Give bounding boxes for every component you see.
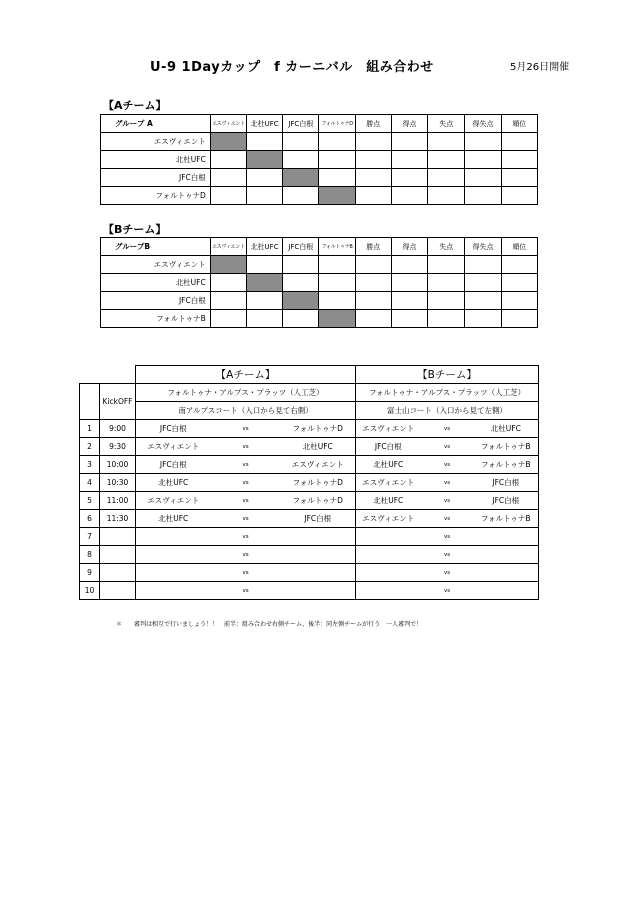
- match-row: [80, 510, 539, 528]
- team-a-home: [136, 528, 211, 546]
- group-a-table: [100, 114, 538, 205]
- team-a-away: [281, 546, 356, 564]
- team-a-away: JFC白根: [281, 510, 356, 528]
- vs-label: vs: [211, 438, 281, 456]
- col-team: エスヴィエント: [210, 115, 246, 133]
- col-stat: 得失点: [465, 115, 501, 133]
- vs-label: vs: [211, 546, 281, 564]
- group-b-name: グループB: [101, 238, 211, 256]
- col-stat: 失点: [428, 115, 465, 133]
- match-number: 4: [80, 474, 100, 492]
- team-b-away: [474, 546, 539, 564]
- team-b-away: フォルトゥナB: [474, 438, 539, 456]
- team-b-away: 北杜UFC: [474, 420, 539, 438]
- cell-shaded: [319, 187, 355, 205]
- schedule-a-venue: フォルトゥナ・アルプス・プラッツ（人工芝）: [136, 384, 356, 402]
- match-row: [80, 492, 539, 510]
- team-a-home: 北杜UFC: [136, 510, 211, 528]
- match-number: 9: [80, 564, 100, 582]
- match-row: [80, 420, 539, 438]
- team-b-away: [474, 528, 539, 546]
- cell-shaded: [246, 274, 282, 292]
- group-b-section-label: 【Bチーム】: [103, 223, 167, 236]
- vs-label: vs: [421, 528, 474, 546]
- team-a-home: エスヴィエント: [136, 492, 211, 510]
- vs-label: vs: [211, 492, 281, 510]
- vs-label: vs: [421, 492, 474, 510]
- match-time: [100, 546, 136, 564]
- match-time: 9:00: [100, 420, 136, 438]
- col-stat: 失点: [428, 238, 465, 256]
- col-team: 北杜UFC: [246, 115, 282, 133]
- col-stat: 勝点: [355, 115, 391, 133]
- col-team: エスヴィエント: [210, 238, 246, 256]
- cell-shaded: [246, 151, 282, 169]
- vs-label: vs: [211, 420, 281, 438]
- kickoff-header: KickOFF: [100, 384, 136, 420]
- match-row: [80, 582, 539, 600]
- col-stat: 得点: [391, 115, 427, 133]
- col-team: 北杜UFC: [246, 238, 282, 256]
- match-time: [100, 528, 136, 546]
- footnote: ＊ 審判は相互で行いましょう！！ 前半：組み合わせ右側チーム、後半：同左側チームが行う 一人審判で！: [116, 621, 423, 628]
- match-number: 7: [80, 528, 100, 546]
- team-b-away: フォルトゥナB: [474, 456, 539, 474]
- vs-label: vs: [421, 510, 474, 528]
- team-b-away: [474, 582, 539, 600]
- match-row: [80, 564, 539, 582]
- col-stat: 順位: [501, 238, 537, 256]
- vs-label: vs: [421, 420, 474, 438]
- team-a-away: フォルトゥナD: [281, 420, 356, 438]
- vs-label: vs: [211, 528, 281, 546]
- team-a-away: [281, 582, 356, 600]
- vs-label: vs: [421, 564, 474, 582]
- team-b-home: エスヴィエント: [356, 474, 421, 492]
- match-row: [80, 546, 539, 564]
- match-row: [80, 528, 539, 546]
- row-team: エスヴィエント: [101, 133, 211, 151]
- col-team: JFC白根: [283, 238, 319, 256]
- vs-label: vs: [211, 456, 281, 474]
- row-team: JFC白根: [101, 169, 211, 187]
- vs-label: vs: [421, 438, 474, 456]
- cell-shaded: [210, 133, 246, 151]
- row-team: JFC白根: [101, 292, 211, 310]
- vs-label: vs: [421, 582, 474, 600]
- team-a-home: [136, 546, 211, 564]
- match-number: 5: [80, 492, 100, 510]
- team-b-away: JFC白根: [474, 474, 539, 492]
- team-b-home: 北杜UFC: [356, 492, 421, 510]
- col-team: フォルトゥナD: [319, 115, 355, 133]
- team-a-away: 北杜UFC: [281, 438, 356, 456]
- cell-shaded: [283, 292, 319, 310]
- col-stat: 得失点: [465, 238, 501, 256]
- team-a-away: [281, 564, 356, 582]
- team-b-away: JFC白根: [474, 492, 539, 510]
- team-a-away: フォルトゥナD: [281, 492, 356, 510]
- vs-label: vs: [211, 582, 281, 600]
- match-time: [100, 564, 136, 582]
- match-number: 8: [80, 546, 100, 564]
- team-b-away: フォルトゥナB: [474, 510, 539, 528]
- team-a-home: 北杜UFC: [136, 474, 211, 492]
- team-a-home: [136, 564, 211, 582]
- match-time: 10:30: [100, 474, 136, 492]
- group-a-name: グループ A: [101, 115, 211, 133]
- vs-label: vs: [421, 546, 474, 564]
- team-b-home: エスヴィエント: [356, 420, 421, 438]
- team-b-home: [356, 564, 421, 582]
- col-stat: 順位: [501, 115, 537, 133]
- schedule-b-title: 【Bチーム】: [356, 366, 539, 384]
- team-a-home: JFC白根: [136, 420, 211, 438]
- match-row: [80, 474, 539, 492]
- vs-label: vs: [421, 474, 474, 492]
- team-b-home: [356, 528, 421, 546]
- schedule-a-court: 南アルプスコート（入口から見て右側）: [136, 402, 356, 420]
- team-b-home: [356, 582, 421, 600]
- col-team: JFC白根: [283, 115, 319, 133]
- col-stat: 勝点: [355, 238, 391, 256]
- schedule-b-venue: フォルトゥナ・アルプス・プラッツ（人工芝）: [356, 384, 539, 402]
- page-title: U-9 1Dayカップ f カーニバル 組み合わせ: [150, 60, 434, 75]
- group-a-section-label: 【Aチーム】: [103, 99, 167, 112]
- team-b-home: エスヴィエント: [356, 510, 421, 528]
- team-a-home: [136, 582, 211, 600]
- vs-label: vs: [211, 564, 281, 582]
- row-team: 北杜UFC: [101, 151, 211, 169]
- row-team: 北杜UFC: [101, 274, 211, 292]
- team-a-home: エスヴィエント: [136, 438, 211, 456]
- row-team: エスヴィエント: [101, 256, 211, 274]
- cell-shaded: [210, 256, 246, 274]
- match-time: 11:00: [100, 492, 136, 510]
- team-b-home: 北杜UFC: [356, 456, 421, 474]
- team-a-away: フォルトゥナD: [281, 474, 356, 492]
- match-number: 3: [80, 456, 100, 474]
- team-b-home: [356, 546, 421, 564]
- vs-label: vs: [421, 456, 474, 474]
- row-team: フォルトゥナD: [101, 187, 211, 205]
- team-b-home: JFC白根: [356, 438, 421, 456]
- match-number: 10: [80, 582, 100, 600]
- vs-label: vs: [211, 510, 281, 528]
- match-time: 9:30: [100, 438, 136, 456]
- col-team: フォルトゥナB: [319, 238, 355, 256]
- schedule-b-court: 富士山コート（入口から見て左側）: [356, 402, 539, 420]
- team-a-home: JFC白根: [136, 456, 211, 474]
- vs-label: vs: [211, 474, 281, 492]
- match-row: [80, 438, 539, 456]
- event-date: 5月26日開催: [510, 62, 570, 73]
- schedule-a-title: 【Aチーム】: [136, 366, 356, 384]
- match-number: 1: [80, 420, 100, 438]
- team-a-away: エスヴィエント: [281, 456, 356, 474]
- group-b-table: [100, 237, 538, 328]
- match-row: [80, 456, 539, 474]
- team-a-away: [281, 528, 356, 546]
- col-stat: 得点: [391, 238, 427, 256]
- match-number: 2: [80, 438, 100, 456]
- match-time: 10:00: [100, 456, 136, 474]
- team-b-away: [474, 564, 539, 582]
- cell-shaded: [283, 169, 319, 187]
- match-time: [100, 582, 136, 600]
- match-number: 6: [80, 510, 100, 528]
- schedule-table: [79, 365, 539, 600]
- match-time: 11:30: [100, 510, 136, 528]
- row-team: フォルトゥナB: [101, 310, 211, 328]
- cell-shaded: [319, 310, 355, 328]
